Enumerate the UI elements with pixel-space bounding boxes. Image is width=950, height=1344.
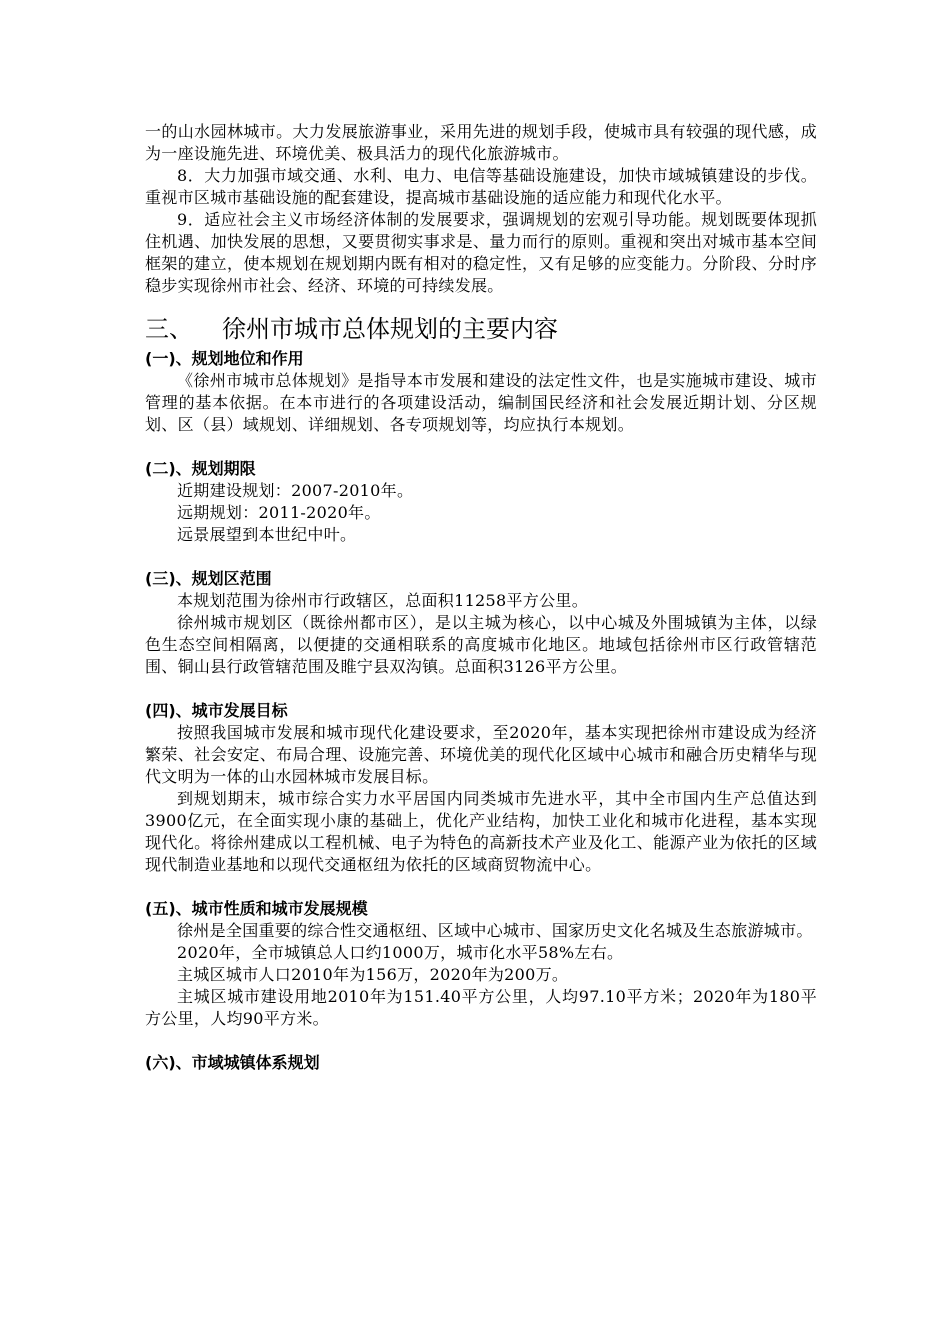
section-heading-6: (六)、市域城镇体系规划 bbox=[145, 1053, 320, 1072]
section-5-paragraph-nature: 徐州是全国重要的综合性交通枢纽、区域中心城市、国家历史文化名城及生态旅游城市。 bbox=[177, 921, 813, 940]
spacer bbox=[145, 1030, 817, 1052]
section-4-paragraph-end-of-period: 到规划期末，城市综合实力水平居国内同类城市先进水平，其中全市国内生产总值达到3900亿元，在全面实现小康的基础上，优化产业结构，加快工业化和城市化进程，基本实现现代化。将徐州建成以工程机械、电子为特色的高新技术产业及化工、能源产业为依托的区域现代制造业基地和以现代交通枢纽为依托的区域商贸物流中心。 bbox=[145, 789, 817, 874]
section-heading-2: (二)、规划期限 bbox=[145, 459, 256, 478]
document-page bbox=[145, 121, 817, 1074]
section-5-paragraph-population: 2020年，全市城镇总人口约1000万，城市化水平58%左右。 bbox=[177, 943, 624, 962]
section-2-paragraph-vision: 远景展望到本世纪中叶。 bbox=[177, 525, 357, 544]
section-5-paragraph-land-use: 主城区城市建设用地2010年为151.40平方公里，人均97.10平方米；2020年为180平方公里，人均90平方米。 bbox=[145, 987, 817, 1028]
section-2-paragraph-near-term: 近期建设规划：2007-2010年。 bbox=[177, 481, 414, 500]
section-heading-3: (三)、规划区范围 bbox=[145, 569, 272, 588]
section-heading-5: (五)、城市性质和城市发展规模 bbox=[145, 899, 368, 918]
section-3-paragraph-scope: 本规划范围为徐州市行政辖区，总面积11258平方公里。 bbox=[177, 591, 588, 610]
section-heading-4: (四)、城市发展目标 bbox=[145, 701, 288, 720]
section-2-paragraph-long-term: 远期规划：2011-2020年。 bbox=[177, 503, 381, 522]
spacer bbox=[145, 678, 817, 700]
intro-paragraph-9: 9．适应社会主义市场经济体制的发展要求，强调规划的宏观引导功能。规划既要体现抓住机遇、加快发展的思想，又要贯彻实事求是、量力而行的原则。重视和突出对城市基本空间框架的建立，使本规划在规划期内既有相对的稳定性，又有足够的应变能力。分阶段、分时序稳步实现徐州市社会、经济、环境的可持续发展。 bbox=[145, 210, 817, 295]
chapter-number: 三、 bbox=[145, 315, 193, 343]
spacer bbox=[145, 546, 817, 568]
section-heading-1: (一)、规划地位和作用 bbox=[145, 349, 304, 368]
chapter-title: 徐州市城市总体规划的主要内容 bbox=[222, 315, 558, 343]
intro-paragraph-continued: 一的山水园林城市。大力发展旅游事业，采用先进的规划手段，使城市具有较强的现代感，成为一座设施先进、环境优美、极具活力的现代化旅游城市。 bbox=[145, 122, 817, 163]
section-4-paragraph-goal: 按照我国城市发展和城市现代化建设要求，至2020年，基本实现把徐州市建设成为经济繁荣、社会安定、布局合理、设施完善、环境优美的现代化区域中心城市和融合历史精华与现代文明为一体的山水园林城市发展目标。 bbox=[145, 723, 817, 786]
section-3-paragraph-planning-area: 徐州城市规划区（既徐州都市区），是以主城为核心，以中心城及外围城镇为主体，以绿色生态空间相隔离，以便捷的交通相联系的高度城市化地区。地域包括徐州市区行政管辖范围、铜山县行政管辖范围及睢宁县双沟镇。总面积3126平方公里。 bbox=[145, 613, 817, 676]
intro-paragraph-8: 8．大力加强市域交通、水利、电力、电信等基础设施建设，加快市域城镇建设的步伐。重视市区城市基础设施的配套建设，提高城市基础设施的适应能力和现代化水平。 bbox=[145, 166, 817, 207]
spacer bbox=[145, 436, 817, 458]
section-5-paragraph-urban-population: 主城区城市人口2010年为156万，2020年为200万。 bbox=[177, 965, 569, 984]
chapter-heading bbox=[145, 314, 817, 344]
spacer bbox=[145, 876, 817, 898]
section-1-paragraph: 《徐州市城市总体规划》是指导本市发展和建设的法定性文件，也是实施城市建设、城市管理的基本依据。在本市进行的各项建设活动，编制国民经济和社会发展近期计划、分区规划、区（县）域规划、详细规划、各专项规划等，均应执行本规划。 bbox=[145, 371, 817, 434]
